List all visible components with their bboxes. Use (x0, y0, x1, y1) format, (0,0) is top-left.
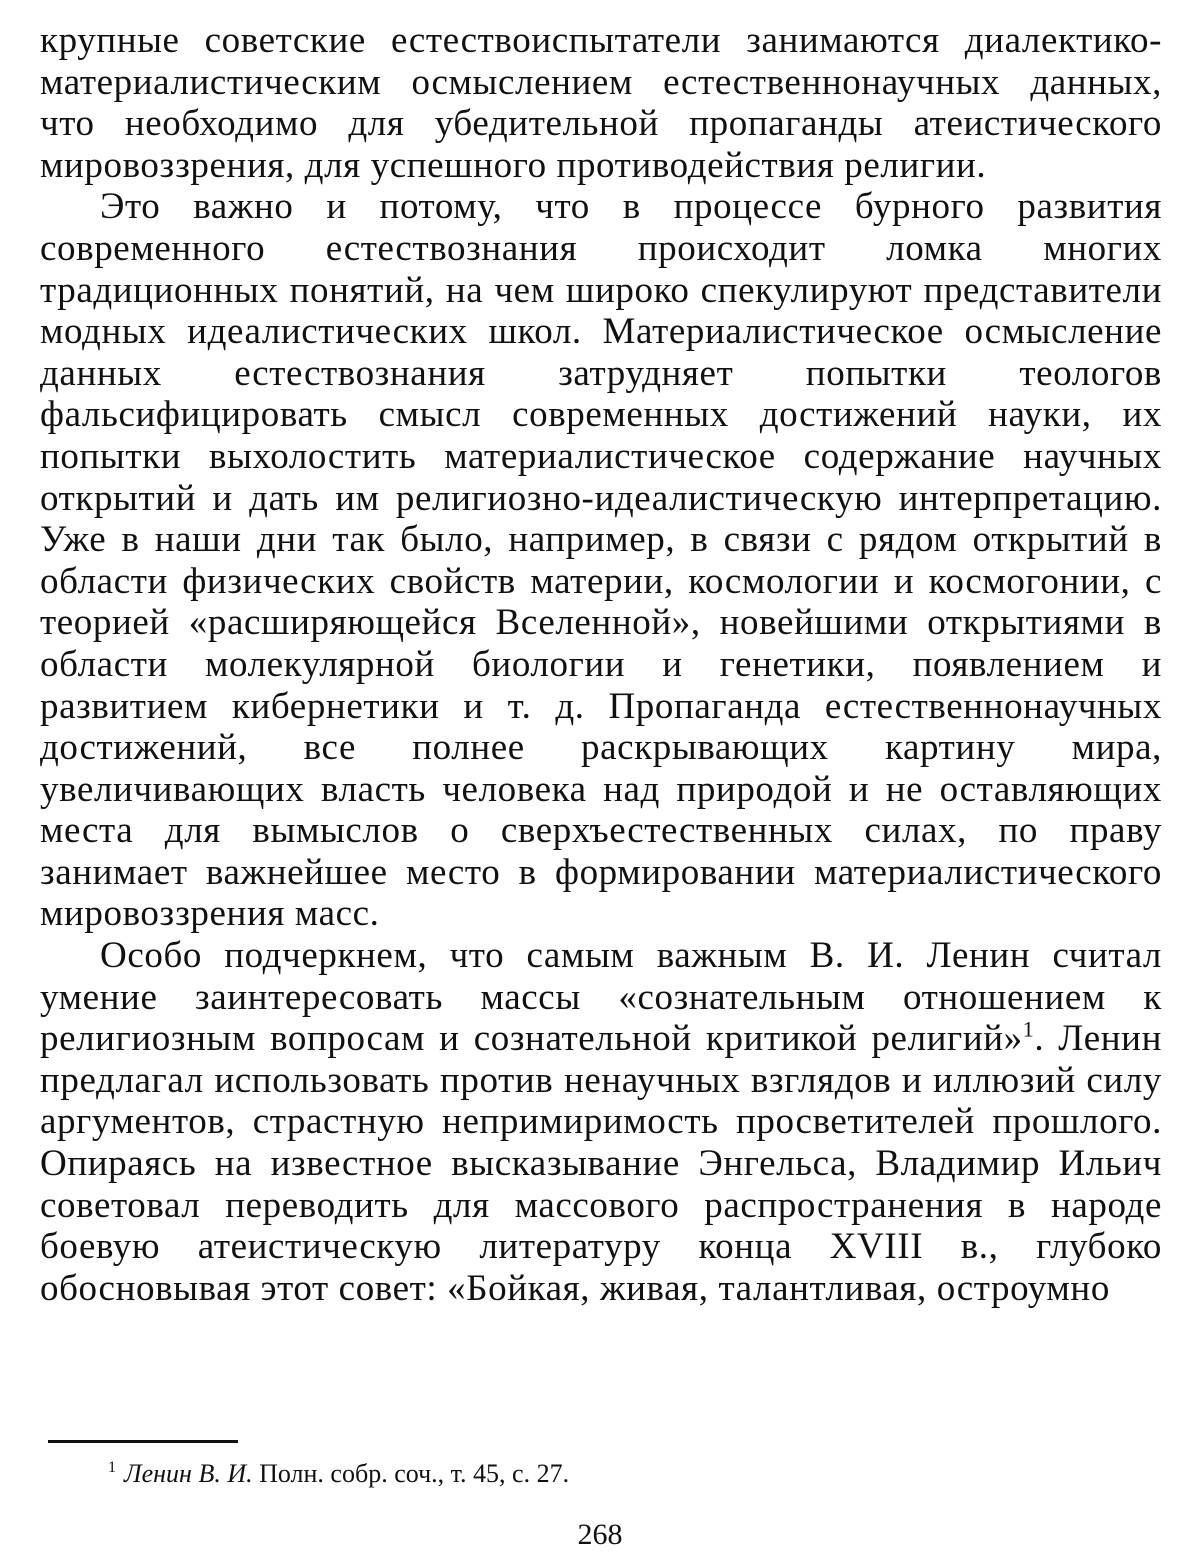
footnote (108, 1459, 569, 1489)
footnote-author: Ленин В. И. (124, 1459, 253, 1488)
footnote-reference[interactable]: 1 (1022, 1016, 1035, 1042)
paragraph-3-text-before: Особо подчеркнем, что самым важным В. И. Ленин считал умение заинтересовать массы «сознательным отношением к религиозным вопросам и сознательной критикой религий» (40, 935, 1162, 1060)
footnote-separator (48, 1440, 238, 1443)
paragraph-3 (40, 935, 1162, 1309)
footnote-marker: 1 (108, 1459, 116, 1477)
page-number: 268 (577, 1518, 623, 1551)
paragraph-2: Это важно и потому, что в процессе бурного развития современного естествознания происходит ломка многих традиционных понятий, на чем широко спекулируют представители модных идеалистических школ. Материалистическое осмысление данных естествознания затрудняет попытки теологов фальсифицировать смысл современных достижений науки, их попытки выхолостить материалистическое содержание научных открытий и дать им религиозно-идеалистическую интерпретацию. Уже в наши дни так было, например, в связи с рядом открытий в области физических свойств материи, космологии и космогонии, с теорией «расширяющейся Вселенной», новейшими открытиями в области молекулярной биологии и генетики, появлением и развитием кибернетики и т. д. Пропаганда естественнонаучных достижений, все полнее раскрывающих картину мира, увеличивающих власть человека над природой и не оставляющих места для вымыслов о сверхъестественных силах, по праву занимает важнейшее место в формировании материалистического мировоззрения масс. (40, 186, 1162, 935)
body-text (40, 20, 1162, 1309)
page (40, 20, 1162, 1309)
paragraph-1: крупные советские естествоиспытатели занимаются диалектико-материалистическим осмыслением естественнонаучных данных, что необходимо для убедительной пропаганды атеистического мировоззрения, для успешного противодействия религии. (40, 20, 1162, 186)
paragraph-3-text-after: . Ленин предлагал использовать против ненаучных взглядов и иллюзий силу аргументов, страстную непримиримость просветителей прошлого. Опираясь на известное высказывание Энгельса, Владимир Ильич советовал переводить для массового распространения в народе боевую атеистическую литературу конца XVIII в., глубоко обосновывая этот совет: «Бойкая, живая, талантливая, остроумно (40, 1018, 1162, 1309)
footnote-citation: Полн. собр. соч., т. 45, с. 27. (259, 1459, 570, 1488)
